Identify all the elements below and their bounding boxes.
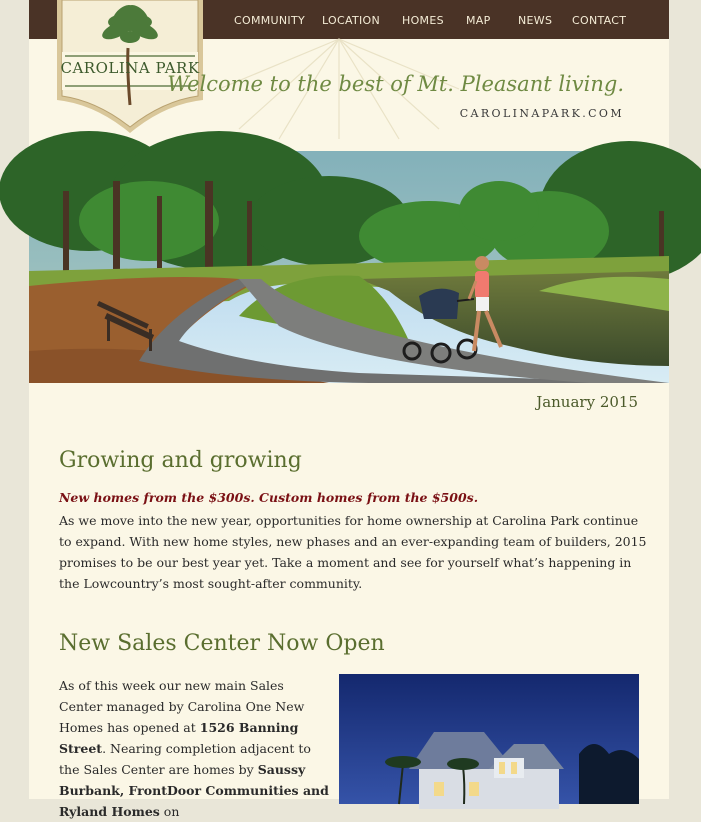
sales-text-2: . Nearing completion adjacent to the Sales Center are homes by xyxy=(59,741,311,777)
logo-wordmark: CAROLINA PARK xyxy=(60,59,200,77)
nav-homes-link[interactable]: HOMES xyxy=(402,14,444,27)
email-page xyxy=(29,0,669,819)
builder-names: Saussy Burbank, FrontDoor Communities and Ryland Homes xyxy=(59,762,329,819)
issue-date: January 2015 xyxy=(536,393,638,411)
sales-address: 1526 Banning Street xyxy=(59,720,299,756)
site-url-link[interactable]: CAROLINAPARK.COM xyxy=(459,107,624,120)
sales-center-photo xyxy=(339,674,639,804)
sales-text-3: on xyxy=(159,804,180,819)
nav-community-link[interactable]: COMMUNITY xyxy=(234,14,305,27)
price-promo: New homes from the $300s. Custom homes from the $500s. xyxy=(59,490,479,505)
growing-body: As we move into the new year, opportunities for home ownership at Carolina Park continue to expand. With new home styles, new phases and an ever-expanding team of builders, 2015 promises to be our best year yet. Take a moment and see for yourself what’s happening in the Lowcountry’s most sought-after community. xyxy=(59,513,647,591)
nav-map-link[interactable]: MAP xyxy=(466,14,491,27)
hero-park-photo xyxy=(29,151,669,383)
carolina-park-logo[interactable] xyxy=(55,0,205,134)
sales-text-1: As of this week our new main Sales Center managed by Carolina One New Homes has opened at xyxy=(59,678,305,735)
growing-heading: Growing and growing xyxy=(59,448,302,473)
nav-contact-link[interactable]: CONTACT xyxy=(572,14,627,27)
header-tagline: Welcome to the best of Mt. Pleasant living. xyxy=(167,72,624,96)
sales-center-body xyxy=(59,675,331,822)
sales-center-heading: New Sales Center Now Open xyxy=(59,631,385,656)
nav-news-link[interactable]: NEWS xyxy=(518,14,553,27)
nav-location-link[interactable]: LOCATION xyxy=(322,14,380,27)
